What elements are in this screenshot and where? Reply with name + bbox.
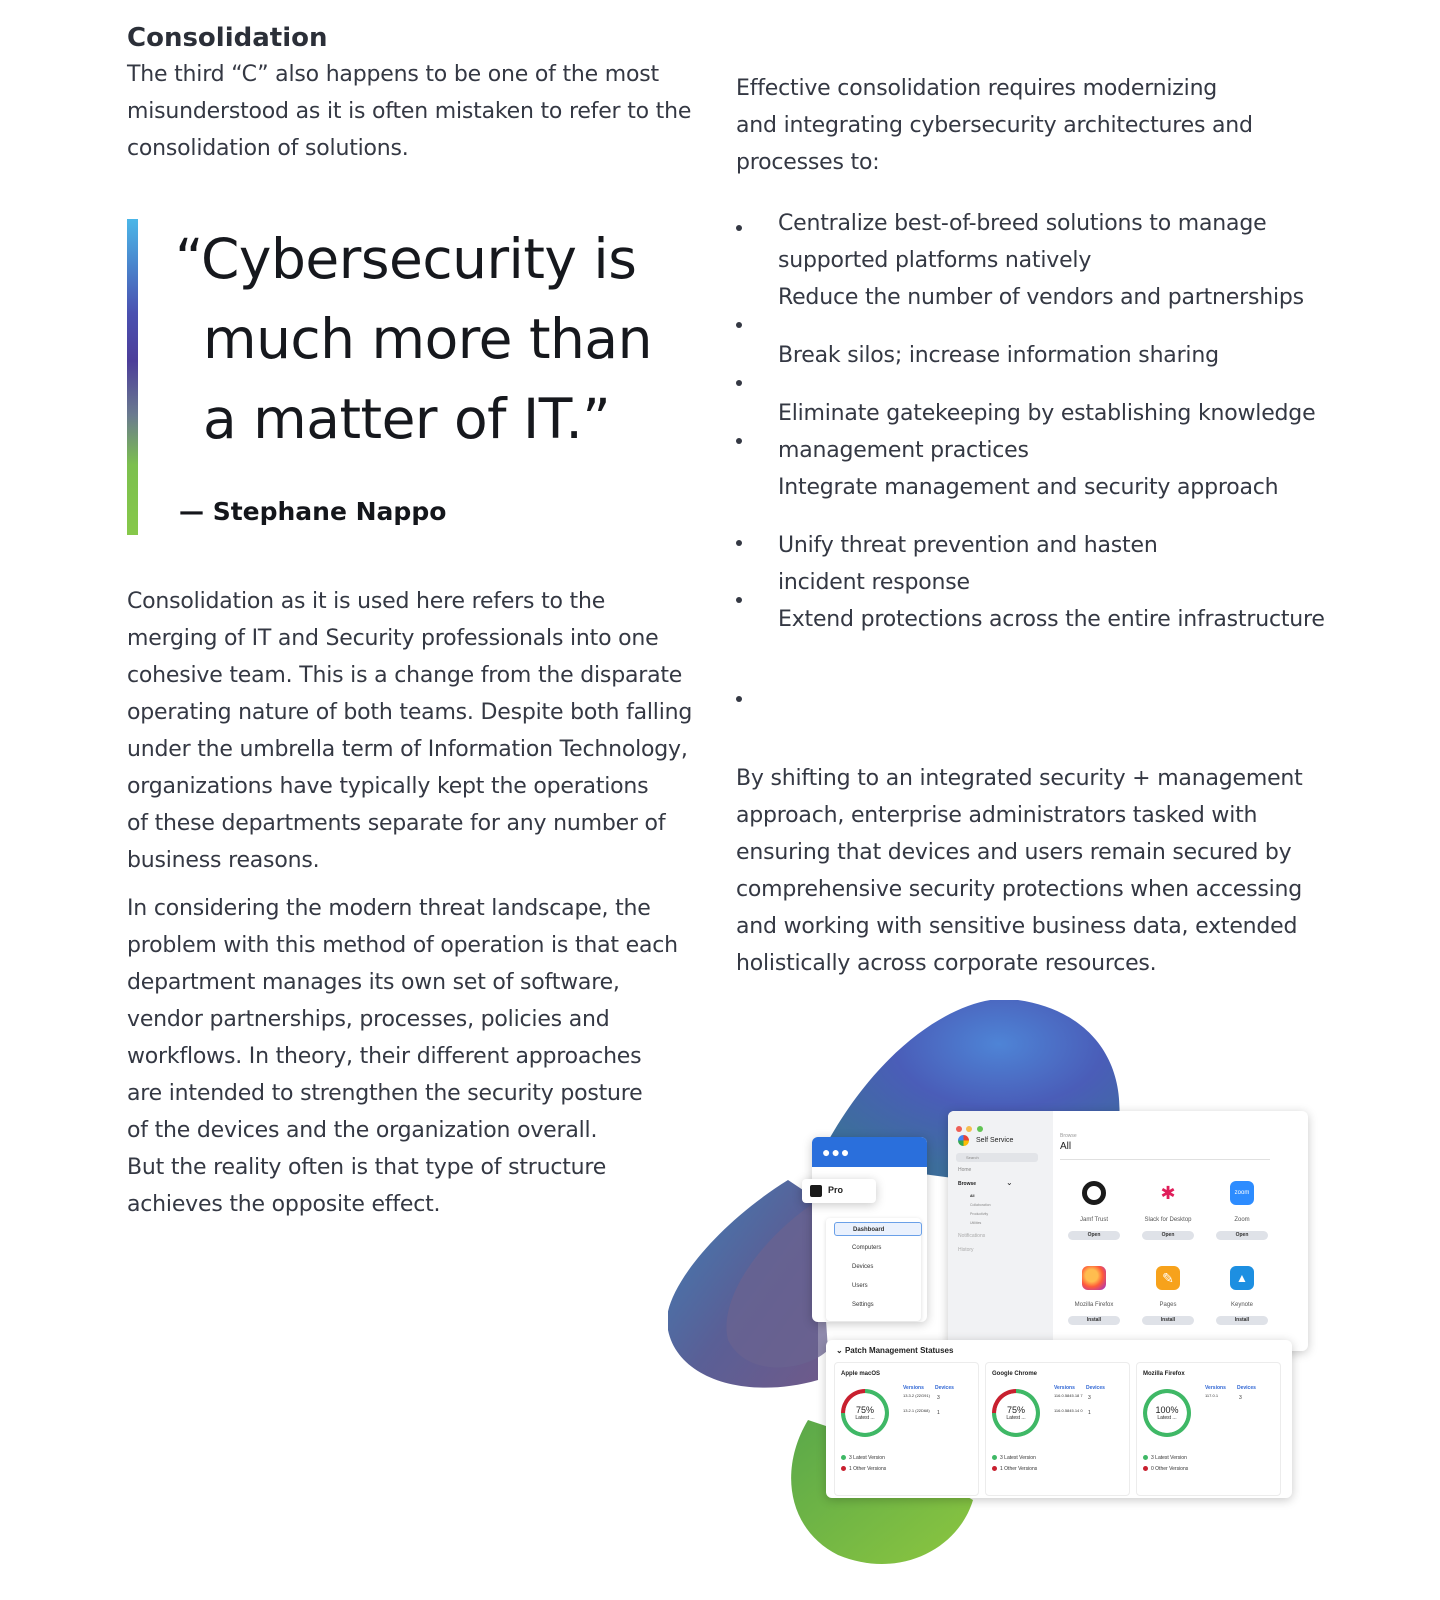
nav-dashboard[interactable]: Dashboard (834, 1222, 922, 1236)
text-line: misunderstood as it is often mistaken to refer to the (127, 99, 692, 124)
device-count: 1 (937, 1410, 940, 1416)
bullet-item: supported platforms natively (778, 248, 1092, 273)
self-service-logo-icon (958, 1135, 969, 1146)
text-line: comprehensive security protections when accessing (736, 877, 1303, 902)
text-line: achieves the opposite effect. (127, 1192, 441, 1217)
app-firefox[interactable] (1064, 1266, 1124, 1325)
text-line: department manages its own set of software, (127, 970, 620, 995)
bullet-dot (736, 696, 742, 702)
body-paragraph-2 (127, 890, 697, 1223)
bullet-item: incident response (778, 570, 970, 595)
app-name: Keynote (1230, 1302, 1254, 1308)
self-service-window (948, 1111, 1308, 1351)
nav-computers[interactable]: Computers (852, 1245, 882, 1251)
browse-label: Browse (1060, 1133, 1077, 1139)
install-button[interactable]: Install (1068, 1316, 1120, 1325)
patch-item (1136, 1362, 1281, 1496)
slack-icon: ✱ (1156, 1181, 1180, 1205)
bullet-item: Extend protections across the entire infrastructure (778, 607, 1325, 632)
patch-item-name: Mozilla Firefox (1143, 1371, 1185, 1377)
text-line: organizations have typically kept the operations (127, 774, 649, 799)
patch-percent: 100% (1155, 1405, 1179, 1415)
bullet-item: Eliminate gatekeeping by establishing knowledge (778, 401, 1316, 426)
device-count: 3 (1239, 1395, 1242, 1401)
menu-utilities[interactable]: Utilities (970, 1221, 982, 1225)
text-line: consolidation of solutions. (127, 136, 409, 161)
quote-text (175, 219, 695, 459)
intro-paragraph (127, 56, 692, 167)
legend-latest-text: 3 Latest Version (1000, 1455, 1036, 1461)
app-name: Jamf Trust (1079, 1217, 1108, 1223)
quote-line: much more than (203, 307, 652, 371)
versions-header: Versions (1205, 1385, 1226, 1391)
app-slack[interactable] (1138, 1181, 1198, 1240)
menu-home[interactable]: Home (958, 1167, 972, 1173)
patch-item (834, 1362, 979, 1496)
device-count: 1 (1088, 1410, 1091, 1416)
patch-donut (1143, 1389, 1191, 1437)
patch-percent-sub: Latest ... (1006, 1415, 1026, 1421)
text-line: merging of IT and Security professionals into one (127, 626, 659, 651)
legend-other-text: 1 Other Versions (849, 1466, 887, 1472)
bullet-dot (736, 380, 742, 386)
text-line: vendor partnerships, processes, policies and (127, 1007, 610, 1032)
app-pages[interactable] (1138, 1266, 1198, 1325)
text-line: Effective consolidation requires modernizing (736, 76, 1218, 101)
device-count: 3 (937, 1395, 940, 1401)
menu-history[interactable]: History (958, 1247, 974, 1253)
pull-quote (127, 219, 687, 535)
app-name: Pages (1159, 1302, 1177, 1308)
right-intro-paragraph (736, 70, 1316, 181)
pro-nav-panel (826, 1218, 921, 1321)
device-count: 3 (1088, 1395, 1091, 1401)
consolidation-section (127, 20, 692, 167)
legend-dot (841, 1466, 846, 1471)
nav-devices[interactable]: Devices (852, 1264, 874, 1270)
text-line: of the devices and the organization overall. (127, 1118, 598, 1143)
legend-other-text: 1 Other Versions (1000, 1466, 1038, 1472)
version-value: 13.2.1 (22D68) (903, 1408, 930, 1413)
bullet-item: Break silos; increase information sharing (778, 343, 1219, 368)
text-line: cohesive team. This is a change from the disparate (127, 663, 683, 688)
open-button[interactable]: Open (1216, 1231, 1268, 1240)
quote-line: a matter of IT.” (203, 387, 611, 451)
text-line: under the umbrella term of Information Technology, (127, 737, 688, 762)
version-value: 117.0.1 (1205, 1393, 1219, 1398)
bullet-dot (736, 597, 742, 603)
legend-other (992, 1466, 1037, 1472)
patch-percent: 75% (1006, 1405, 1025, 1415)
jamf-trust-icon (1082, 1181, 1106, 1205)
text-line: holistically across corporate resources. (736, 951, 1157, 976)
patch-donut (841, 1389, 889, 1437)
menu-notifications[interactable]: Notifications (958, 1233, 986, 1239)
text-line: In considering the modern threat landscape, the (127, 896, 651, 921)
patch-percent: 75% (855, 1405, 874, 1415)
text-line: processes to: (736, 150, 880, 175)
legend-latest-text: 3 Latest Version (849, 1455, 885, 1461)
window-controls (956, 1119, 983, 1137)
patch-item (985, 1362, 1130, 1496)
app-jamf-trust[interactable] (1064, 1181, 1124, 1240)
menu-collaboration[interactable]: Collaboration (970, 1203, 991, 1207)
legend-other (1143, 1466, 1188, 1472)
text-line: workflows. In theory, their different approaches (127, 1044, 642, 1069)
legend-latest (841, 1455, 885, 1461)
bullet-item: Integrate management and security approach (778, 475, 1279, 500)
text-line: ensuring that devices and users remain secured by (736, 840, 1292, 865)
legend-other-text: 0 Other Versions (1151, 1466, 1189, 1472)
open-button[interactable]: Open (1068, 1231, 1120, 1240)
legend-latest (992, 1455, 1036, 1461)
devices-header: Devices (935, 1385, 954, 1391)
legend-dot (992, 1455, 997, 1460)
legend-dot (1143, 1455, 1148, 1460)
self-service-title: Self Service (976, 1137, 1014, 1144)
divider (1060, 1159, 1270, 1160)
app-name: Mozilla Firefox (1074, 1302, 1114, 1308)
menu-browse[interactable]: Browse (958, 1181, 977, 1187)
pro-window (812, 1137, 927, 1322)
legend-dot (992, 1466, 997, 1471)
bullet-dot (736, 322, 742, 328)
app-name: Zoom (1234, 1217, 1250, 1223)
text-line: problem with this method of operation is that each (127, 933, 678, 958)
version-value: 116.0.5845.14 0 (1054, 1408, 1083, 1413)
versions-header: Versions (903, 1385, 924, 1391)
patch-title (836, 1346, 953, 1355)
install-button[interactable]: Install (1216, 1316, 1268, 1325)
text-line: approach, enterprise administrators tasked with (736, 803, 1258, 828)
patch-percent-sub: Latest ... (1157, 1415, 1177, 1421)
menu-productivity[interactable]: Productivity (970, 1212, 989, 1216)
text-line: But the reality often is that type of structure (127, 1155, 607, 1180)
bullet-item: Centralize best-of-breed solutions to manage (778, 211, 1267, 236)
app-zoom[interactable] (1212, 1181, 1272, 1240)
pro-title: Pro (828, 1185, 844, 1195)
bullet-dot (736, 225, 742, 231)
legend-other (841, 1466, 886, 1472)
bullet-dot (736, 438, 742, 444)
patch-percent-sub: Latest ... (855, 1415, 875, 1421)
legend-latest-text: 3 Latest Version (1151, 1455, 1187, 1461)
text-line: and integrating cybersecurity architectures and (736, 113, 1253, 138)
devices-header: Devices (1237, 1385, 1256, 1391)
legend-dot (1143, 1466, 1148, 1471)
nav-settings[interactable]: Settings (852, 1302, 874, 1308)
quote-accent-bar (127, 219, 138, 535)
quote-line: “Cybersecurity is (175, 227, 637, 291)
keynote-icon: ▲ (1230, 1266, 1254, 1290)
text-line: By shifting to an integrated security + management (736, 766, 1303, 791)
text-line: business reasons. (127, 848, 320, 873)
text-line: The third “C” also happens to be one of the most (127, 62, 659, 87)
section-title: Consolidation (127, 23, 328, 53)
menu-all[interactable]: All (970, 1194, 975, 1198)
product-illustration (668, 1000, 1340, 1580)
patch-item-name: Google Chrome (992, 1371, 1038, 1377)
text-line: of these departments separate for any number of (127, 811, 666, 836)
bullet-dot (736, 540, 742, 546)
browse-value: All (1060, 1141, 1072, 1152)
zoom-icon: zoom (1230, 1181, 1254, 1205)
devices-header: Devices (1086, 1385, 1105, 1391)
patch-donut (992, 1389, 1040, 1437)
patch-title-text: Patch Management Statuses (844, 1346, 954, 1355)
open-button[interactable]: Open (1142, 1231, 1194, 1240)
versions-header: Versions (1054, 1385, 1075, 1391)
app-keynote[interactable] (1212, 1266, 1272, 1325)
quote-author: — Stephane Nappo (179, 497, 447, 526)
bullet-item: Unify threat prevention and hasten (778, 533, 1158, 558)
patch-item-name: Apple macOS (841, 1371, 881, 1377)
text-line: Consolidation as it is used here refers to the (127, 589, 606, 614)
chevron-down-icon[interactable]: ⌄ (836, 1346, 843, 1355)
pages-icon: ✎ (1156, 1266, 1180, 1290)
app-name: Slack for Desktop (1144, 1217, 1192, 1223)
legend-dot (841, 1455, 846, 1460)
jamf-logo-icon (810, 1185, 822, 1197)
patch-management-card (826, 1340, 1292, 1498)
text-line: are intended to strengthen the security posture (127, 1081, 643, 1106)
body-paragraph-1 (127, 583, 697, 879)
install-button[interactable]: Install (1142, 1316, 1194, 1325)
legend-latest (1143, 1455, 1187, 1461)
text-line: operating nature of both teams. Despite both falling (127, 700, 693, 725)
bullet-item: management practices (778, 438, 1029, 463)
firefox-icon (1082, 1266, 1106, 1290)
right-closing-paragraph (736, 760, 1336, 982)
version-value: 13.3.2 (22G91) (903, 1393, 930, 1398)
dots-icon: ●●● (822, 1144, 851, 1160)
search-input[interactable]: Search (956, 1153, 1038, 1162)
pro-window-header (812, 1137, 927, 1167)
pro-badge (802, 1179, 876, 1203)
chevron-down-icon[interactable]: ⌄ (1006, 1178, 1013, 1187)
self-service-sidebar (948, 1111, 1053, 1351)
version-value: 116.0.5845.18 7 (1054, 1393, 1083, 1398)
nav-users[interactable]: Users (852, 1283, 868, 1289)
bullet-item: Reduce the number of vendors and partnerships (778, 285, 1304, 310)
text-line: and working with sensitive business data, extended (736, 914, 1298, 939)
